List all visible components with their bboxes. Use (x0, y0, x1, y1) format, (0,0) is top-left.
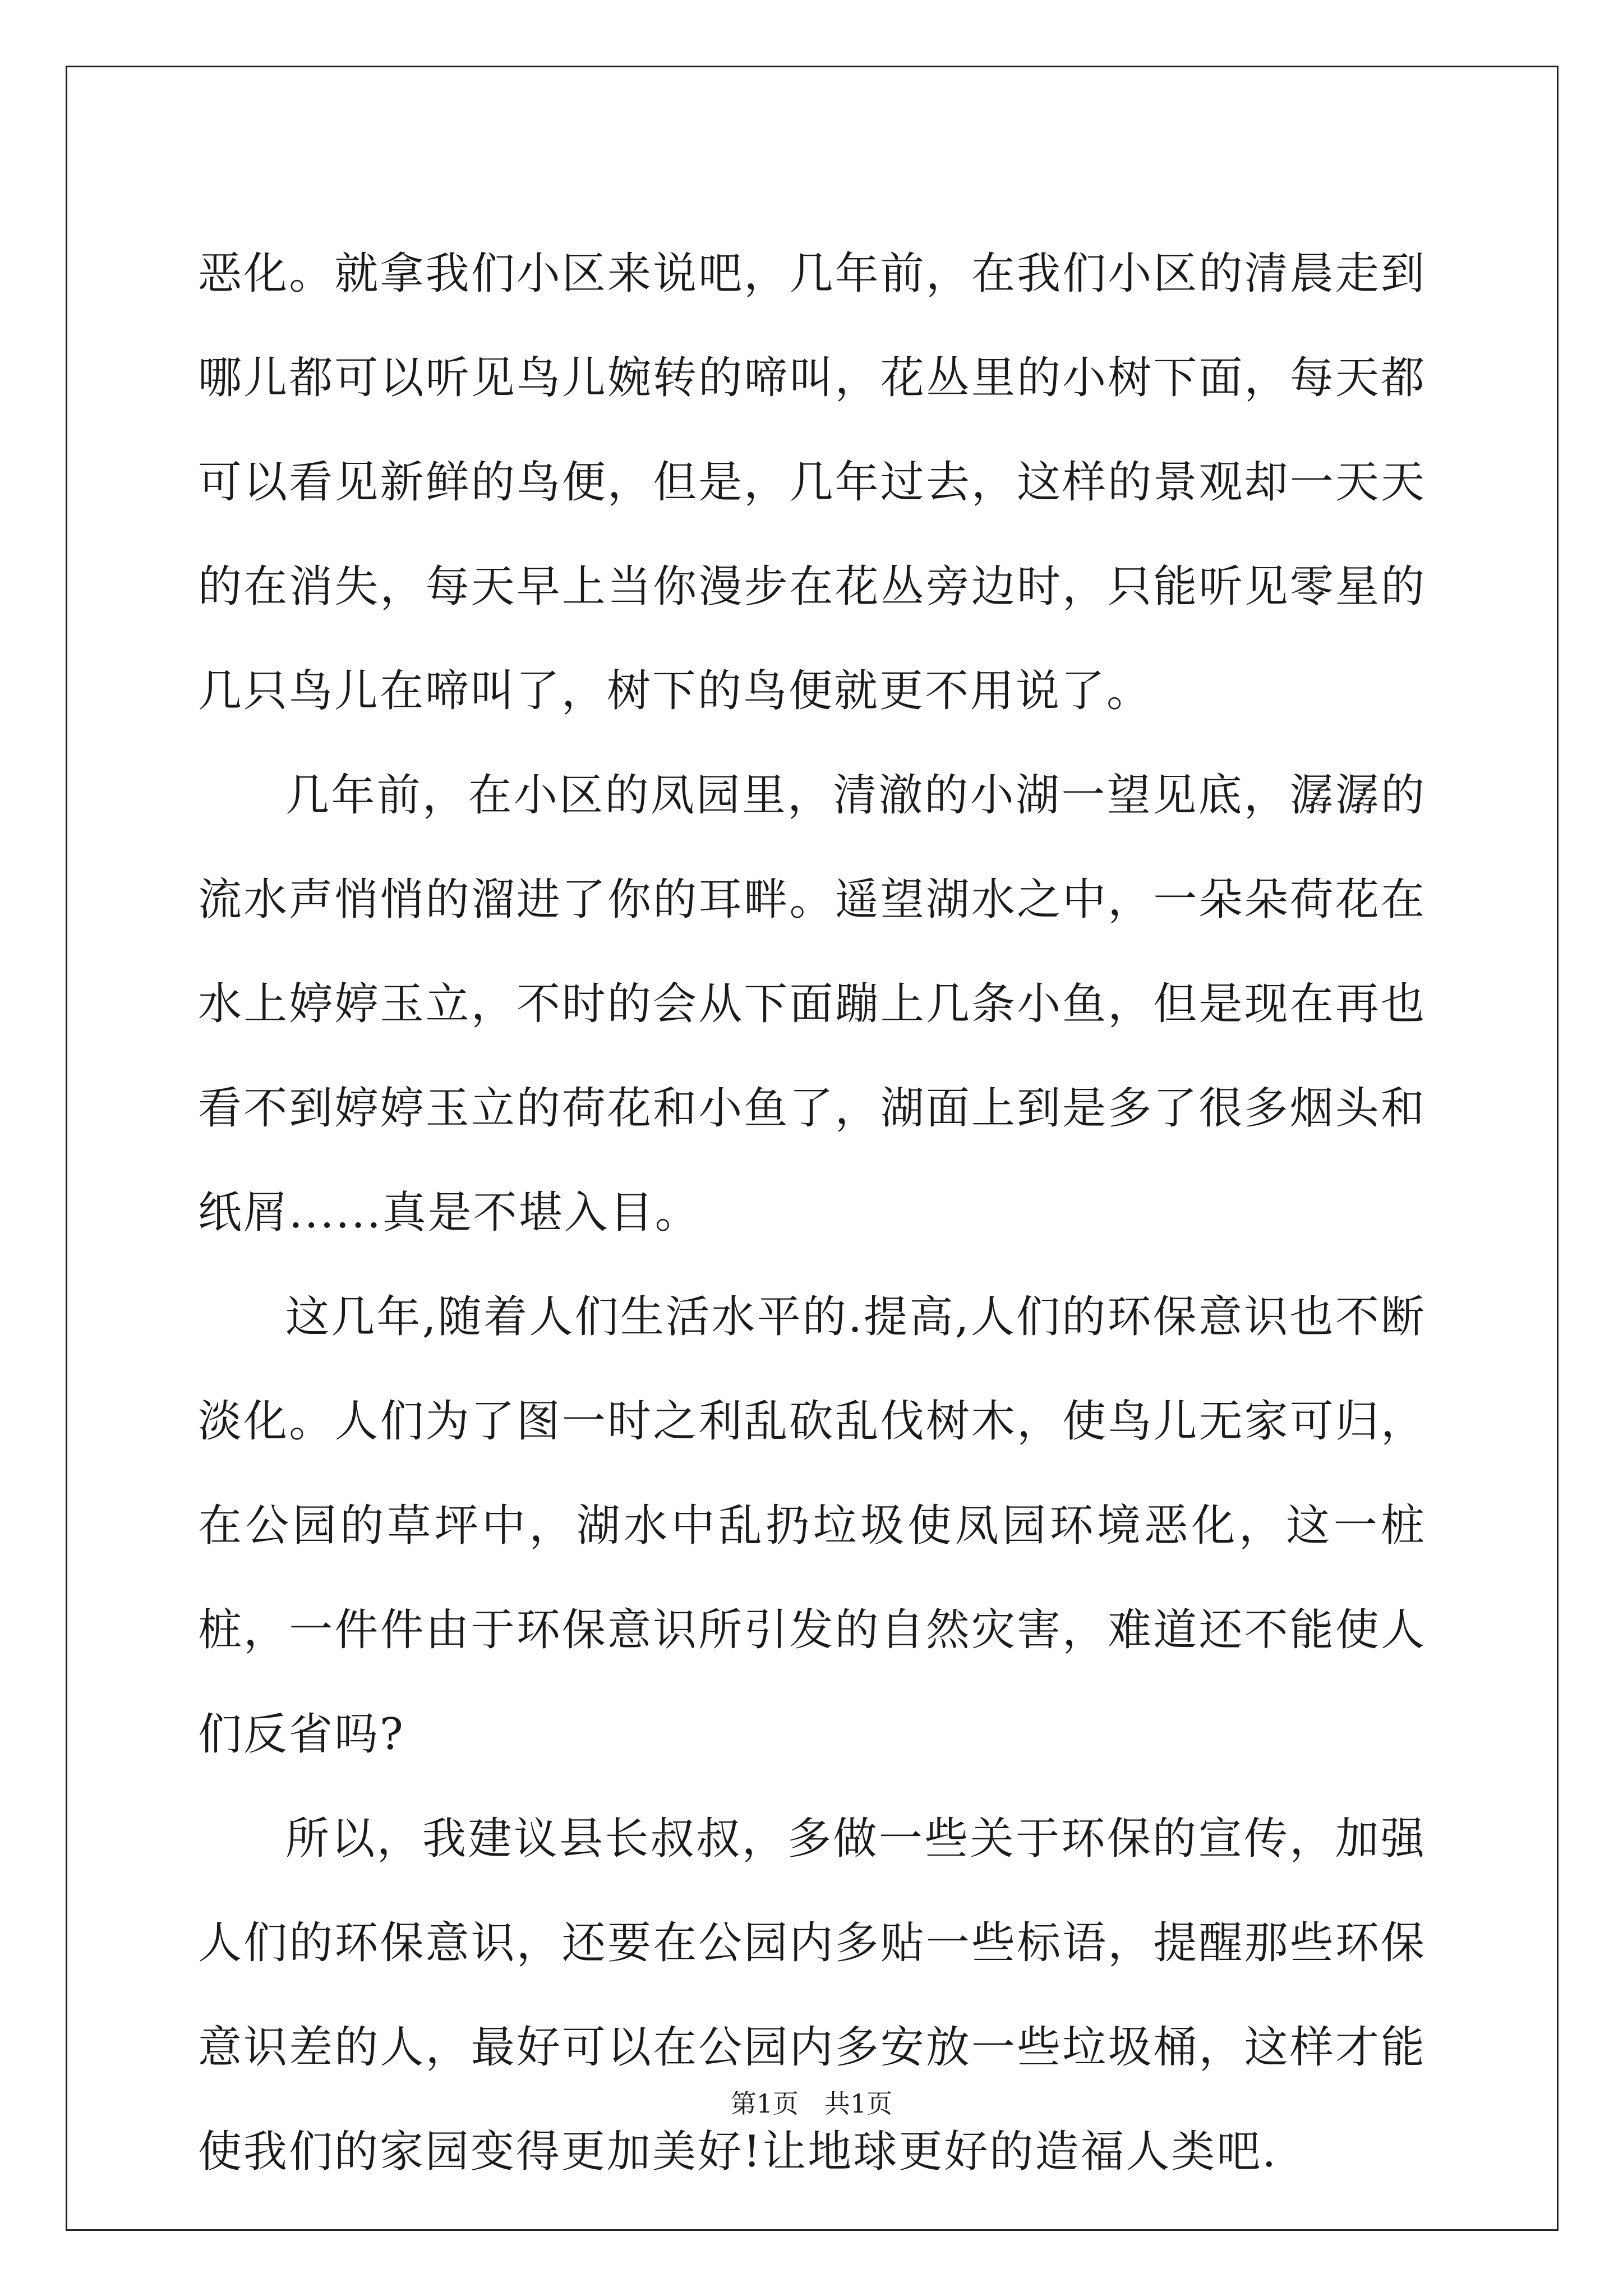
page-number-footer: 第1页 共1页 (730, 2088, 893, 2119)
paragraph-3: 这几年,随着人们生活水平的.提高,人们的环保意识也不断淡化。人们为了图一时之利乱砍乱伐树木，使鸟儿无家可归，在公园的草坪中，湖水中乱扔垃圾使凤园环境恶化，这一桩桩，一件件由于环保意识所引发的自然灾害，难道还不能使人们反省吗? (198, 1292, 1426, 1760)
paragraph-1: 恶化。就拿我们小区来说吧，几年前，在我们小区的清晨走到哪儿都可以听见鸟儿婉转的啼叫，花丛里的小树下面，每天都可以看见新鲜的鸟便，但是，几年过去，这样的景观却一天天的在消失，每天早上当你漫步在花丛旁边时，只能听见零星的几只鸟儿在啼叫了，树下的鸟便就更不用说了。 (198, 249, 1426, 716)
document-body (198, 222, 1426, 2204)
paragraph-4: 所以，我建议县长叔叔，多做一些关于环保的宣传，加强人们的环保意识，还要在公园内多贴一些标语，提醒那些环保意识差的人，最好可以在公园内多安放一些垃圾桶，这样才能使我们的家园变得更加美好!让地球更好的造福人类吧. (198, 1814, 1426, 2177)
paragraph-2: 几年前，在小区的凤园里，清澈的小湖一望见底，潺潺的流水声悄悄的溜进了你的耳畔。遥望湖水之中，一朵朵荷花在水上婷婷玉立，不时的会从下面蹦上几条小鱼，但是现在再也看不到婷婷玉立的荷花和小鱼了，湖面上到是多了很多烟头和纸屑......真是不堪入目。 (198, 770, 1426, 1238)
